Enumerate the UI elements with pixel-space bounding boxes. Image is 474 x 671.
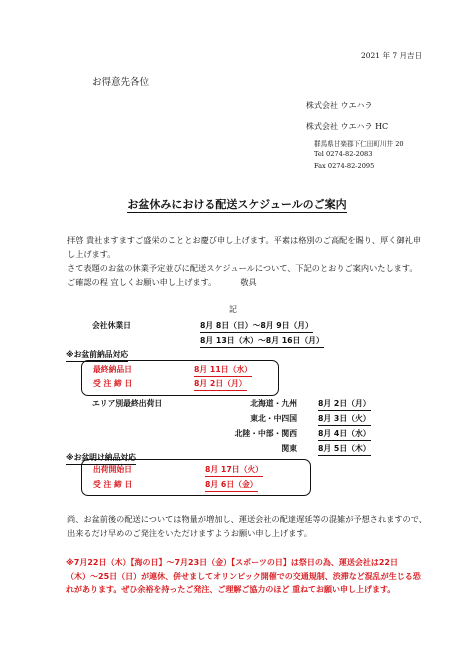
- after-ship-label: 出荷開始日: [93, 465, 132, 474]
- ki-heading: 記: [229, 305, 237, 314]
- before-order-date: 8月 2日（月）: [194, 378, 247, 391]
- region-date-4: 8月 5日（木）: [318, 443, 371, 456]
- holiday-notice: ※7月22日（木）【海の日】〜7月23日（金）【スポーツの日】は祭日の為、運送会社は22日（木）〜25日（日）が連休、併せましてオリンピック開催での交通規制、渋滞など混乱が生じる恐れがあります。ぜひ余裕を持ったご発注、ご理解ご協力のほど 重ねてお願い申し上げます。: [66, 558, 421, 595]
- after-order-date: 8月 6日（金）: [205, 479, 258, 492]
- delivery-note: 尚、お盆前後の配送については物量が増加し、運送会社の配達遅延等の混雑が予想されますので、出来るだけ早めのご発注をいただけますようお願い申し上げます。: [67, 514, 427, 538]
- sender-fax: Fax 0274-82-2095: [314, 162, 375, 170]
- region-area-1: 北海道・九州: [250, 399, 297, 408]
- greeting-paragraph: 拝啓 貴社ますますご盛栄のこととお慶び申し上げます。平素は格別のご高配を賜り、厚く御礼申し上げます。: [67, 235, 422, 259]
- region-area-2: 東北・中四国: [250, 414, 297, 423]
- intro-paragraph: [67, 262, 423, 289]
- addressee: お得意先各位: [92, 77, 150, 88]
- before-final-date: 8月 11日（水）: [194, 364, 252, 377]
- region-area-3: 北陸・中部・関西: [234, 429, 297, 438]
- holiday-label: 会社休業日: [92, 321, 131, 330]
- region-label: エリア別最終出荷日: [92, 399, 163, 408]
- sender-address: 群馬県甘楽郡下仁田町川井 20: [314, 140, 404, 148]
- before-obon-heading: ※お盆前納品対応: [66, 349, 128, 362]
- intro-text: さて表題のお盆の休業予定並びに配送スケジュールについて、下記のとおりご案内いたします。ご確認の程 宜しくお願い申し上げます。: [67, 263, 418, 287]
- region-date-1: 8月 2日（月）: [318, 398, 371, 411]
- region-date-3: 8月 4日（水）: [318, 428, 371, 441]
- document-title: [0, 196, 474, 212]
- after-ship-date: 8月 17日（火）: [205, 464, 263, 477]
- closing-word: 敬具: [240, 276, 257, 287]
- sender-company-2: 株式会社 ウエハラ HC: [306, 122, 389, 131]
- after-order-label: 受 注 締 日: [93, 480, 133, 489]
- sender-tel: Tel 0274-82-2083: [314, 150, 373, 158]
- sender-company-1: 株式会社 ウエハラ: [306, 101, 373, 110]
- title-text: お盆休みにおける配送スケジュールのご案内: [127, 198, 347, 211]
- region-date-2: 8月 3日（火）: [318, 413, 371, 426]
- issue-date: 2021 年 7 月吉日: [360, 51, 422, 60]
- before-final-label: 最終納品日: [93, 365, 132, 374]
- holiday-period-2: 8月 13日（木）〜8月 16日（月）: [200, 335, 324, 348]
- after-obon-heading: ※お盆明け納品対応: [66, 452, 136, 465]
- region-area-4: 関東: [281, 444, 297, 453]
- before-order-label: 受 注 締 日: [93, 379, 133, 388]
- holiday-period-1: 8月 8日（日）〜8月 9日（月）: [200, 320, 313, 333]
